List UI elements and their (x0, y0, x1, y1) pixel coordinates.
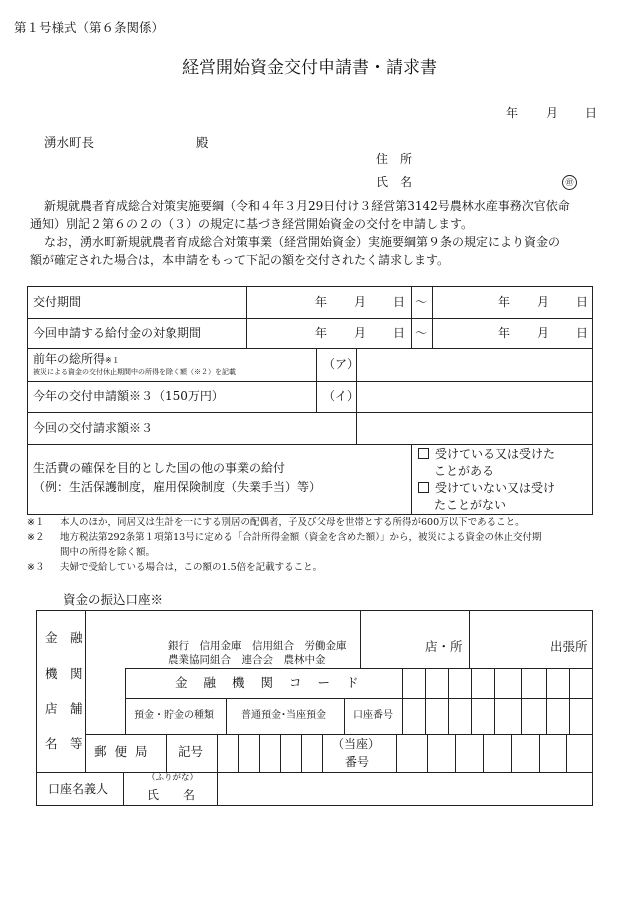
body-paragraph-2-line-2: 額が確定された場合は，本申請をもって下記の額を交付されたく請求します。 (30, 253, 450, 267)
option-not-received-line-2: たことがない (434, 498, 507, 512)
date-month-label: 月 (546, 106, 559, 120)
this-year-amount-label: 今年の交付申請額※３（150万円） (33, 389, 224, 403)
target-period-label: 今回申請する給付金の対象期間 (33, 326, 202, 340)
date-day-label: 日 (585, 106, 598, 120)
other-benefit-label-line-1: 生活費の確保を目的とした国の他の事業の給付 (33, 461, 286, 475)
target-period-start-year: 年 (315, 326, 328, 340)
form-number: 第１号様式（第６条関係） (14, 20, 165, 35)
bank-side-label-4: 名 等 (45, 736, 83, 751)
bank-side-label-3: 店 舗 (45, 701, 83, 716)
institution-types-line-1: 銀行 信用金庫 信用組合 労働金庫 (168, 640, 347, 652)
bank-side-label-1: 金 融 (45, 630, 83, 645)
marker-a: （ア） (323, 357, 360, 371)
grant-period-label: 交付期間 (33, 295, 82, 309)
target-period-end-month: 月 (537, 326, 550, 340)
option-not-received[interactable]: 受けていない又は受け (418, 482, 555, 494)
grant-period-start-day: 日 (393, 295, 406, 309)
note-3-mark: ※３ (27, 562, 45, 573)
grant-period-start-year: 年 (315, 295, 328, 309)
deposit-type-value: 普通預金･当座預金 (241, 710, 326, 721)
address-label: 住 所 (376, 152, 413, 166)
body-paragraph-1-line-1: 新規就農者育成総合対策実施要綱（令和４年３月29日付け３経営第3142号農林水産事務次官依命 (44, 199, 570, 213)
branch-label: 店・所 (425, 639, 463, 654)
postal-number-label: 番号 (345, 755, 370, 769)
grant-period-start-month: 月 (354, 295, 367, 309)
target-period-start-day: 日 (393, 326, 406, 340)
target-period-start-month: 月 (354, 326, 367, 340)
furigana-label: （ふりがな） (147, 773, 199, 783)
name-label: 氏 名 (376, 175, 413, 189)
note-2-mark: ※２ (27, 532, 45, 543)
grant-period-end-year: 年 (498, 295, 511, 309)
previous-year-income-note: 被災による資金の交付休止期間中の所得を除く額（※２）を記載 (33, 368, 236, 376)
target-period-end-day: 日 (576, 326, 589, 340)
postal-office-label: 郵便局 (94, 744, 156, 759)
option-received-line-2: ことがある (434, 464, 495, 478)
institution-types-line-2: 農業協同組合 連合会 農林中金 (168, 654, 326, 666)
deposit-type-label: 預金・貯金の種類 (134, 710, 214, 721)
sub-branch-label: 出張所 (550, 639, 588, 654)
note-2-line-1: 地方税法第292条第１項第13号に定める「合計所得金額（資金を含めた額）」から，被災による資金の休止交付期 (60, 532, 542, 543)
note-3: 夫婦で受給している場合は，この額の1.5倍を記載すること。 (60, 562, 323, 573)
addressee-name: 湧水町長 (44, 135, 95, 150)
date-year-label: 年 (506, 106, 519, 120)
body-paragraph-1-line-2: 通知）別記２第６の２の（３）の規定に基づき経営開始資金の交付を申請します。 (30, 217, 474, 231)
option-received[interactable]: 受けている又は受けた (418, 448, 555, 460)
bank-code-label: 金融機関コード (175, 675, 375, 690)
bank-side-label-2: 機 関 (45, 666, 83, 681)
seal-mark: ㊞ (562, 175, 577, 190)
touza-label: （当座） (332, 737, 381, 751)
checkbox-received[interactable] (418, 448, 429, 459)
marker-i: （イ） (323, 389, 360, 403)
bank-section-title: 資金の振込口座※ (63, 592, 164, 607)
request-amount-label: 今回の交付請求額※３ (33, 421, 154, 435)
postal-symbol-label: 記号 (178, 744, 204, 759)
account-holder-label: 口座名義人 (48, 782, 109, 796)
target-period-end-year: 年 (498, 326, 511, 340)
account-number-label: 口座番号 (353, 710, 393, 721)
page-title: 経営開始資金交付申請書・請求書 (182, 58, 437, 78)
grant-period-end-month: 月 (537, 295, 550, 309)
grant-period-tilde: ～ (415, 295, 428, 309)
body-paragraph-2-line-1: なお，湧水町新規就農者育成総合対策事業（経営開始資金）実施要綱第９条の規定により資金の (44, 235, 561, 249)
note-1: 本人のほか，同居又は生計を一にする別居の配偶者，子及び父母を世帯とする所得が600万以下であること。 (60, 517, 525, 528)
note-1-mark: ※１ (27, 517, 45, 528)
target-period-tilde: ～ (415, 326, 428, 340)
grant-period-end-day: 日 (576, 295, 589, 309)
addressee-honorific: 殿 (196, 135, 209, 150)
previous-year-income-label: 前年の総所得※１ (33, 352, 120, 366)
note-2-line-2: 間中の所得を除く額。 (60, 547, 156, 558)
other-benefit-label-line-2: （例：生活保護制度，雇用保険制度（失業手当）等） (33, 480, 322, 494)
holder-name-label: 氏 名 (147, 788, 196, 802)
checkbox-not-received[interactable] (418, 482, 429, 493)
